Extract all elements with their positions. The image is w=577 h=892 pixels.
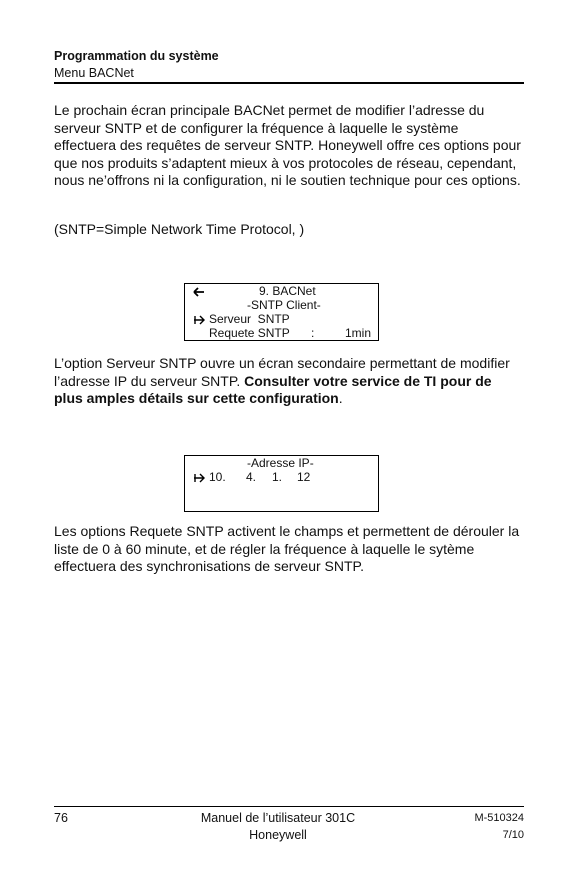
footer-right bbox=[424, 810, 524, 844]
ip-octet-4[interactable]: 12 bbox=[297, 470, 311, 484]
back-arrow-icon bbox=[193, 284, 205, 302]
page-number: 76 bbox=[54, 811, 68, 825]
bold-notice: Consulter votre service de TI pour de plus amples détails sur cette configuration bbox=[54, 372, 492, 407]
paragraph-end: . bbox=[338, 390, 343, 407]
subsection-title: Menu BACNet bbox=[54, 66, 134, 80]
selection-arrow-icon bbox=[193, 312, 205, 330]
page-header bbox=[54, 48, 520, 82]
menu-item-serveur-sntp[interactable]: Serveur SNTP bbox=[209, 312, 290, 326]
requete-sntp-value: 1min bbox=[345, 326, 372, 340]
serveur-sntp-paragraph bbox=[54, 355, 524, 408]
bacnet-sntp-screen bbox=[184, 283, 379, 341]
manual-title: Manuel de l’utilisateur 301C bbox=[200, 811, 356, 825]
menu-item-requete-sntp[interactable]: Requete SNTP bbox=[209, 326, 290, 340]
ip-octet-2[interactable]: 4. bbox=[246, 470, 257, 484]
footer-divider bbox=[54, 806, 524, 807]
footer-center bbox=[178, 810, 378, 844]
screen-subtitle: -SNTP Client- bbox=[247, 298, 321, 312]
company-name: Honeywell bbox=[249, 828, 307, 842]
sntp-definition: (SNTP=Simple Network Time Protocol, ) bbox=[54, 221, 305, 237]
requete-sntp-paragraph: Les options Requete SNTP activent le champs et permettent de dérouler la liste de 0 à 60 minute, et de régler la fréquence à laquelle le sytème effectuera des synchronisations de serveur SNTP. bbox=[54, 523, 520, 575]
menu-item-separator: : bbox=[311, 326, 315, 340]
intro-paragraph: Le prochain écran principale BACNet permet de modifier l’adresse du serveur SNTP et de configurer la fréquence à laquelle le système effectuera des requêtes de serveur SNTP. Honeywell offre ces options pour que nos produits s’adaptent mieux à vos protocoles de réseau, cependant, nous ne’offrons ni la configuration, ni le soutien technique pour ces options. bbox=[54, 102, 521, 189]
ip-octet-3[interactable]: 1. bbox=[272, 470, 283, 484]
document-number: M-510324 bbox=[474, 812, 524, 824]
selection-arrow-icon bbox=[193, 470, 205, 488]
section-title: Programmation du système bbox=[54, 49, 219, 63]
header-divider bbox=[54, 82, 524, 84]
screen-title: 9. BACNet bbox=[259, 284, 316, 298]
paragraph-text: L’option Serveur SNTP ouvre un écran secondaire permettant de modifier l’adresse IP du serveur SNTP. bbox=[54, 355, 510, 389]
document-date: 7/10 bbox=[502, 829, 524, 841]
screen-title: -Adresse IP- bbox=[247, 456, 314, 470]
ip-octet-1[interactable]: 10. bbox=[209, 470, 226, 484]
ip-address-screen bbox=[184, 455, 379, 512]
